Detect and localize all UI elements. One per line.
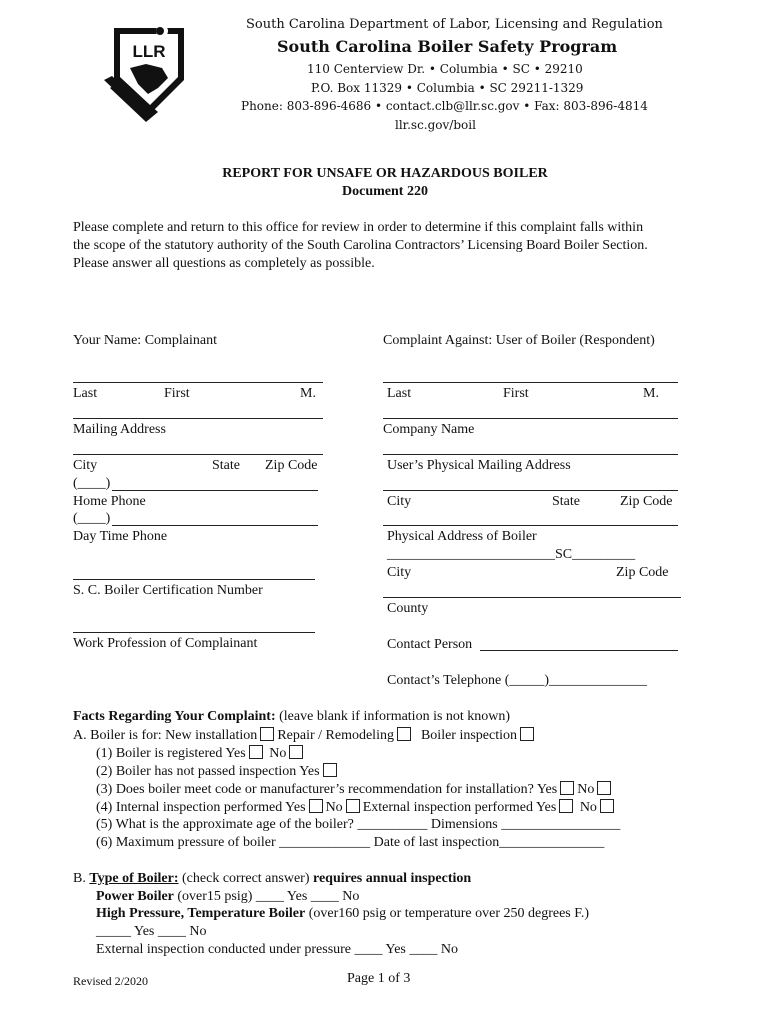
power-boiler-label: Power Boiler [96,889,174,904]
user-mailing-address-field[interactable] [383,454,678,455]
contact-line: Phone: 803-896-4686 • contact.clb@llr.sc.gov • Fax: 803-896-4814 [241,99,648,113]
q3-label: (3) Does boiler meet code or manufacturer’s recommendation for installation? Yes [96,782,558,797]
revised-date: Revised 2/2020 [73,974,148,988]
intro-line-2: the scope of the statutory authority of the South Carolina Contractors’ Licensing Board Boiler Section. [73,238,648,253]
page-number: Page 1 of 3 [347,971,411,986]
respondent-city-field[interactable] [383,490,678,491]
complainant-mailing-label: Mailing Address [73,422,166,437]
company-name-field[interactable] [383,418,678,419]
physical-address-field[interactable] [383,525,678,526]
registered-yes-checkbox[interactable] [249,745,263,759]
logo-text: LLR [132,42,166,61]
document-number: Document 220 [342,184,428,199]
day-phone-label: Day Time Phone [73,529,168,544]
q5-row[interactable]: (5) What is the approximate age of the boiler? __________ Dimensions _________________ [96,817,621,832]
respondent-state-label: State [552,494,580,509]
certification-number-label: S. C. Boiler Certification Number [73,583,263,598]
annual-inspection-note: requires annual inspection [313,871,472,886]
complainant-heading: Your Name: Complainant [73,333,218,348]
day-phone-field[interactable] [112,525,318,526]
section-b-heading [73,871,471,887]
repair-remodeling-checkbox[interactable] [397,727,411,741]
llr-logo [100,22,196,126]
section-b-prefix: B. [73,871,90,886]
complainant-name-field[interactable] [73,382,323,383]
high-pressure-label: High Pressure, Temperature Boiler [96,906,306,921]
type-of-boiler-label: Type of Boiler: [89,871,179,886]
q2-row [96,763,340,780]
respondent-city-label: City [387,494,412,509]
new-installation-checkbox[interactable] [260,727,274,741]
county-label: County [387,601,429,616]
internal-yes-checkbox[interactable] [309,799,323,813]
intro-line-1: Please complete and return to this office for review in order to determine if this complaint falls within [73,220,644,235]
meets-code-no-checkbox[interactable] [597,781,611,795]
work-profession-label: Work Profession of Complainant [73,636,258,651]
q1-row [96,745,306,762]
address-line-1: 110 Centerview Dr. • Columbia • SC • 29210 [307,62,583,76]
respondent-last-label: Last [387,386,412,401]
facts-a-row [73,727,537,744]
q4-no-label: No [325,800,343,815]
contact-person-label: Contact Person [387,637,473,652]
not-passed-yes-checkbox[interactable] [323,763,337,777]
q6-row[interactable]: (6) Maximum pressure of boiler _____________ Date of last inspection_______________ [96,835,605,850]
home-phone-area: (____) [73,476,111,491]
respondent-m-label: M. [643,386,659,401]
external-inspection-row[interactable]: External inspection conducted under pressure ____ Yes ____ No [96,942,458,957]
q2-label: (2) Boiler has not passed inspection Yes [96,764,320,779]
meets-code-yes-checkbox[interactable] [560,781,574,795]
q3-row [96,781,614,798]
respondent-zip-label: Zip Code [620,494,673,509]
boiler-city-label: City [387,565,412,580]
q3-no-label: No [577,782,595,797]
q4-external-no-label: No [579,800,597,815]
registered-no-checkbox[interactable] [289,745,303,759]
boiler-inspection-label: Boiler inspection [420,728,518,743]
complainant-city-field[interactable] [73,454,323,455]
q1-no-label: No [269,746,287,761]
high-pressure-options[interactable]: _____ Yes ____ No [96,924,207,939]
boiler-zip-label: Zip Code [616,565,669,580]
complainant-last-label: Last [73,386,98,401]
home-phone-label: Home Phone [73,494,146,509]
company-name-label: Company Name [383,422,475,437]
boiler-for-label: A. Boiler is for: New installation [73,728,258,743]
website[interactable]: llr.sc.gov/boil [395,118,476,132]
high-pressure-row [96,906,589,922]
complainant-city-label: City [73,458,98,473]
respondent-first-label: First [503,386,529,401]
boiler-city-sc-field[interactable]: ________________________SC_________ [387,547,636,562]
power-boiler-options[interactable]: (over15 psig) ____ Yes ____ No [173,889,360,904]
complainant-state-label: State [212,458,240,473]
facts-heading-note: (leave blank if information is not known) [275,709,511,724]
complainant-m-label: M. [300,386,316,401]
respondent-heading: Complaint Against: User of Boiler (Respondent) [383,333,655,348]
external-yes-checkbox[interactable] [559,799,573,813]
external-no-checkbox[interactable] [600,799,614,813]
program-name: South Carolina Boiler Safety Program [277,37,618,56]
contact-person-field[interactable] [480,650,678,651]
boiler-inspection-checkbox[interactable] [520,727,534,741]
complainant-zip-label: Zip Code [265,458,318,473]
respondent-name-field[interactable] [383,382,678,383]
q4-label: (4) Internal inspection performed Yes [96,800,306,815]
certification-number-field[interactable] [73,579,315,580]
work-profession-field[interactable] [73,632,315,633]
check-note: (check correct answer) [178,871,313,886]
dept-name: South Carolina Department of Labor, Licensing and Regulation [246,17,663,32]
q1-label: (1) Boiler is registered Yes [96,746,246,761]
user-mailing-address-label: User’s Physical Mailing Address [387,458,571,473]
repair-label: Repair / Remodeling [277,728,394,743]
high-pressure-note: (over160 psig or temperature over 250 degrees F.) [305,906,590,921]
power-boiler-row[interactable] [96,889,359,905]
contact-telephone-field[interactable]: Contact’s Telephone (_____)______________ [387,673,648,688]
intro-line-3: Please answer all questions as completely as possible. [73,256,375,271]
q4-external-label: External inspection performed Yes [362,800,557,815]
internal-no-checkbox[interactable] [346,799,360,813]
county-field[interactable] [383,597,681,598]
report-title: REPORT FOR UNSAFE OR HAZARDOUS BOILER [222,166,548,181]
day-phone-area: (____) [73,511,111,526]
complainant-mailing-field[interactable] [73,418,323,419]
address-line-2: P.O. Box 11329 • Columbia • SC 29211-1329 [311,81,584,95]
home-phone-field[interactable] [112,490,318,491]
physical-address-label: Physical Address of Boiler [387,529,537,544]
facts-heading-label: Facts Regarding Your Complaint: [73,709,276,724]
facts-heading [73,709,510,725]
q4-row [96,799,617,816]
complainant-first-label: First [164,386,190,401]
